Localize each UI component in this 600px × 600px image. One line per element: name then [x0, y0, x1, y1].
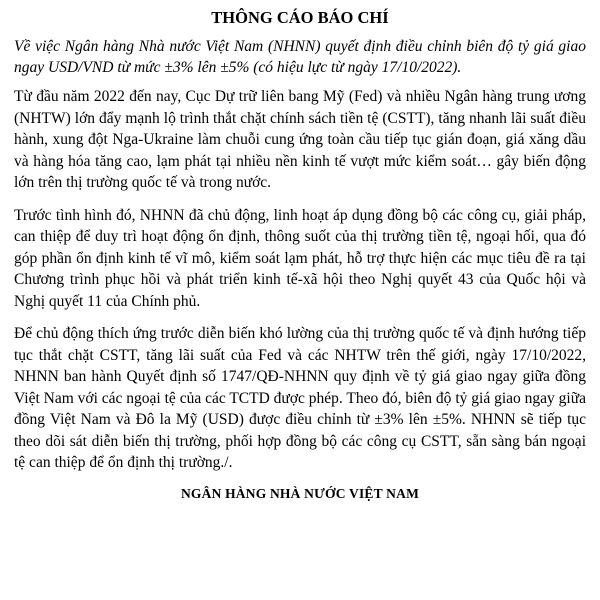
- paragraph-2: Trước tình hình đó, NHNN đã chủ động, linh hoạt áp dụng đồng bộ các công cụ, giải pháp, can thiệp để duy trì hoạt động ổn định, thông suốt của thị trường tiền tệ, ngoại hối, qua đó góp phần ổn định kinh tế vĩ mô, kiểm soát lạm phát, hỗ trợ thực hiện các mục tiêu đề ra tại Chương trình phục hồi và phát triển kinh tế-xã hội theo Nghị quyết 43 của Quốc hội và Nghị quyết 11 của Chính phủ.: [14, 206, 586, 310]
- paragraph-1: Từ đầu năm 2022 đến nay, Cục Dự trữ liên bang Mỹ (Fed) và nhiều Ngân hàng trung ương (NHTW) lớn đẩy mạnh lộ trình thắt chặt chính sách tiền tệ (CSTT), tăng nhanh lãi suất điều hành, xung đột Nga-Ukraine làm chuỗi cung ứng toàn cầu tiếp tục gián đoạn, giá xăng dầu và hàng hóa tăng cao, lạm phát tại nhiều nền kinh tế vượt mức kiểm soát… gây biến động lớn trên thị trường quốc tế và trong nước.: [14, 88, 586, 191]
- issuer-signature: NGÂN HÀNG NHÀ NƯỚC VIỆT NAM: [180, 485, 420, 501]
- document-subtitle: Về việc Ngân hàng Nhà nước Việt Nam (NHNN) quyết định điều chỉnh biên độ tỷ giá giao ngay USD/VND từ mức ±3% lên ±5% (có hiệu lực từ ngày 17/10/2022).: [14, 38, 586, 76]
- document-title: THÔNG CÁO BÁO CHÍ: [211, 8, 389, 27]
- paragraph-3: Để chủ động thích ứng trước diễn biến khó lường của thị trường quốc tế và định hướng tiếp tục thắt chặt CSTT, tăng lãi suất của Fed và các NHTW trên thế giới, ngày 17/10/2022, NHNN ban hành Quyết định số 1747/QĐ-NHNN quy định về tỷ giá giao ngay giữa đồng Việt Nam với các ngoại tệ của các TCTD được phép. Theo đó, biên độ tỷ giá giao ngay giữa đồng Việt Nam và Đô la Mỹ (USD) được điều chỉnh từ ±3% lên ±5%. NHNN sẽ tiếp tục theo dõi sát diễn biến thị trường, phối hợp đồng bộ các công cụ CSTT, sẵn sàng bán ngoại tệ can thiệp để ổn định thị trường./.: [14, 325, 586, 471]
